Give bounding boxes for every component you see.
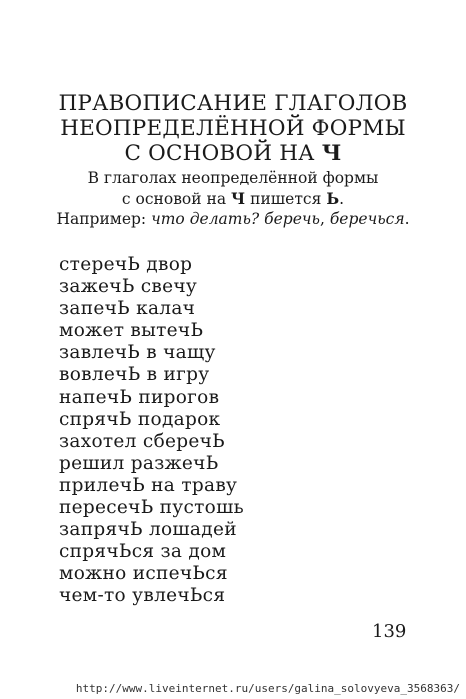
list-item: запечЬ калач xyxy=(59,298,196,320)
rule-example-period: . xyxy=(404,210,410,228)
rule-example-label: Например: xyxy=(56,210,152,228)
page-title xyxy=(0,91,466,166)
list-item: напечЬ пирогов xyxy=(59,386,220,408)
list-item: пересечЬ пустошь xyxy=(59,497,244,519)
title-line-2: НЕОПРЕДЕЛЁННОЙ ФОРМЫ xyxy=(60,116,406,141)
rule-line-2-text-a: с основой на xyxy=(121,189,232,208)
title-line-3-letter: Ч xyxy=(321,141,342,166)
list-item: запрячЬ лошадей xyxy=(59,519,237,541)
rule-line-2 xyxy=(0,189,466,210)
list-item: прилечЬ на траву xyxy=(59,474,238,496)
list-item: может вытечЬ xyxy=(59,320,204,342)
title-line-3-text: С ОСНОВОЙ НА xyxy=(124,141,322,166)
list-item: можно испечЬся xyxy=(59,563,228,585)
rule-line-2-letter-soft-sign: Ь xyxy=(326,188,340,208)
rule-example-2: беречься xyxy=(329,210,405,228)
list-item: зажечЬ свечу xyxy=(59,276,198,298)
rule-example-1: что делать? беречь xyxy=(151,210,320,228)
list-item: спрячЬ подарок xyxy=(59,408,221,430)
phrase-list xyxy=(59,254,244,608)
list-item: вовлечЬ в игру xyxy=(59,364,210,386)
rule-line-3 xyxy=(0,209,466,230)
list-item: решил разжечЬ xyxy=(59,452,219,474)
list-item: чем-то увлечЬся xyxy=(59,585,226,607)
rule-line-1: В глаголах неопределённой формы xyxy=(87,169,379,187)
rule-line-2-text-c: пишется xyxy=(245,189,327,208)
title-line-1: ПРАВОПИСАНИЕ ГЛАГОЛОВ xyxy=(58,91,408,116)
list-item: спрячЬся за дом xyxy=(59,541,227,563)
footer-url: http://www.liveinternet.ru/users/galina_solovyeva_3568363/ xyxy=(75,682,460,695)
list-item: завлечЬ в чащу xyxy=(59,342,216,364)
rule-example-sep: , xyxy=(319,210,330,228)
rule-line-2-period: . xyxy=(339,189,345,208)
title-line-3 xyxy=(0,141,466,166)
rule-line-2-letter-ch: Ч xyxy=(231,188,246,208)
list-item: захотел сберечЬ xyxy=(59,430,225,452)
page-number: 139 xyxy=(372,621,407,642)
rule-box xyxy=(0,168,466,230)
list-item: стеречЬ двор xyxy=(59,254,193,275)
